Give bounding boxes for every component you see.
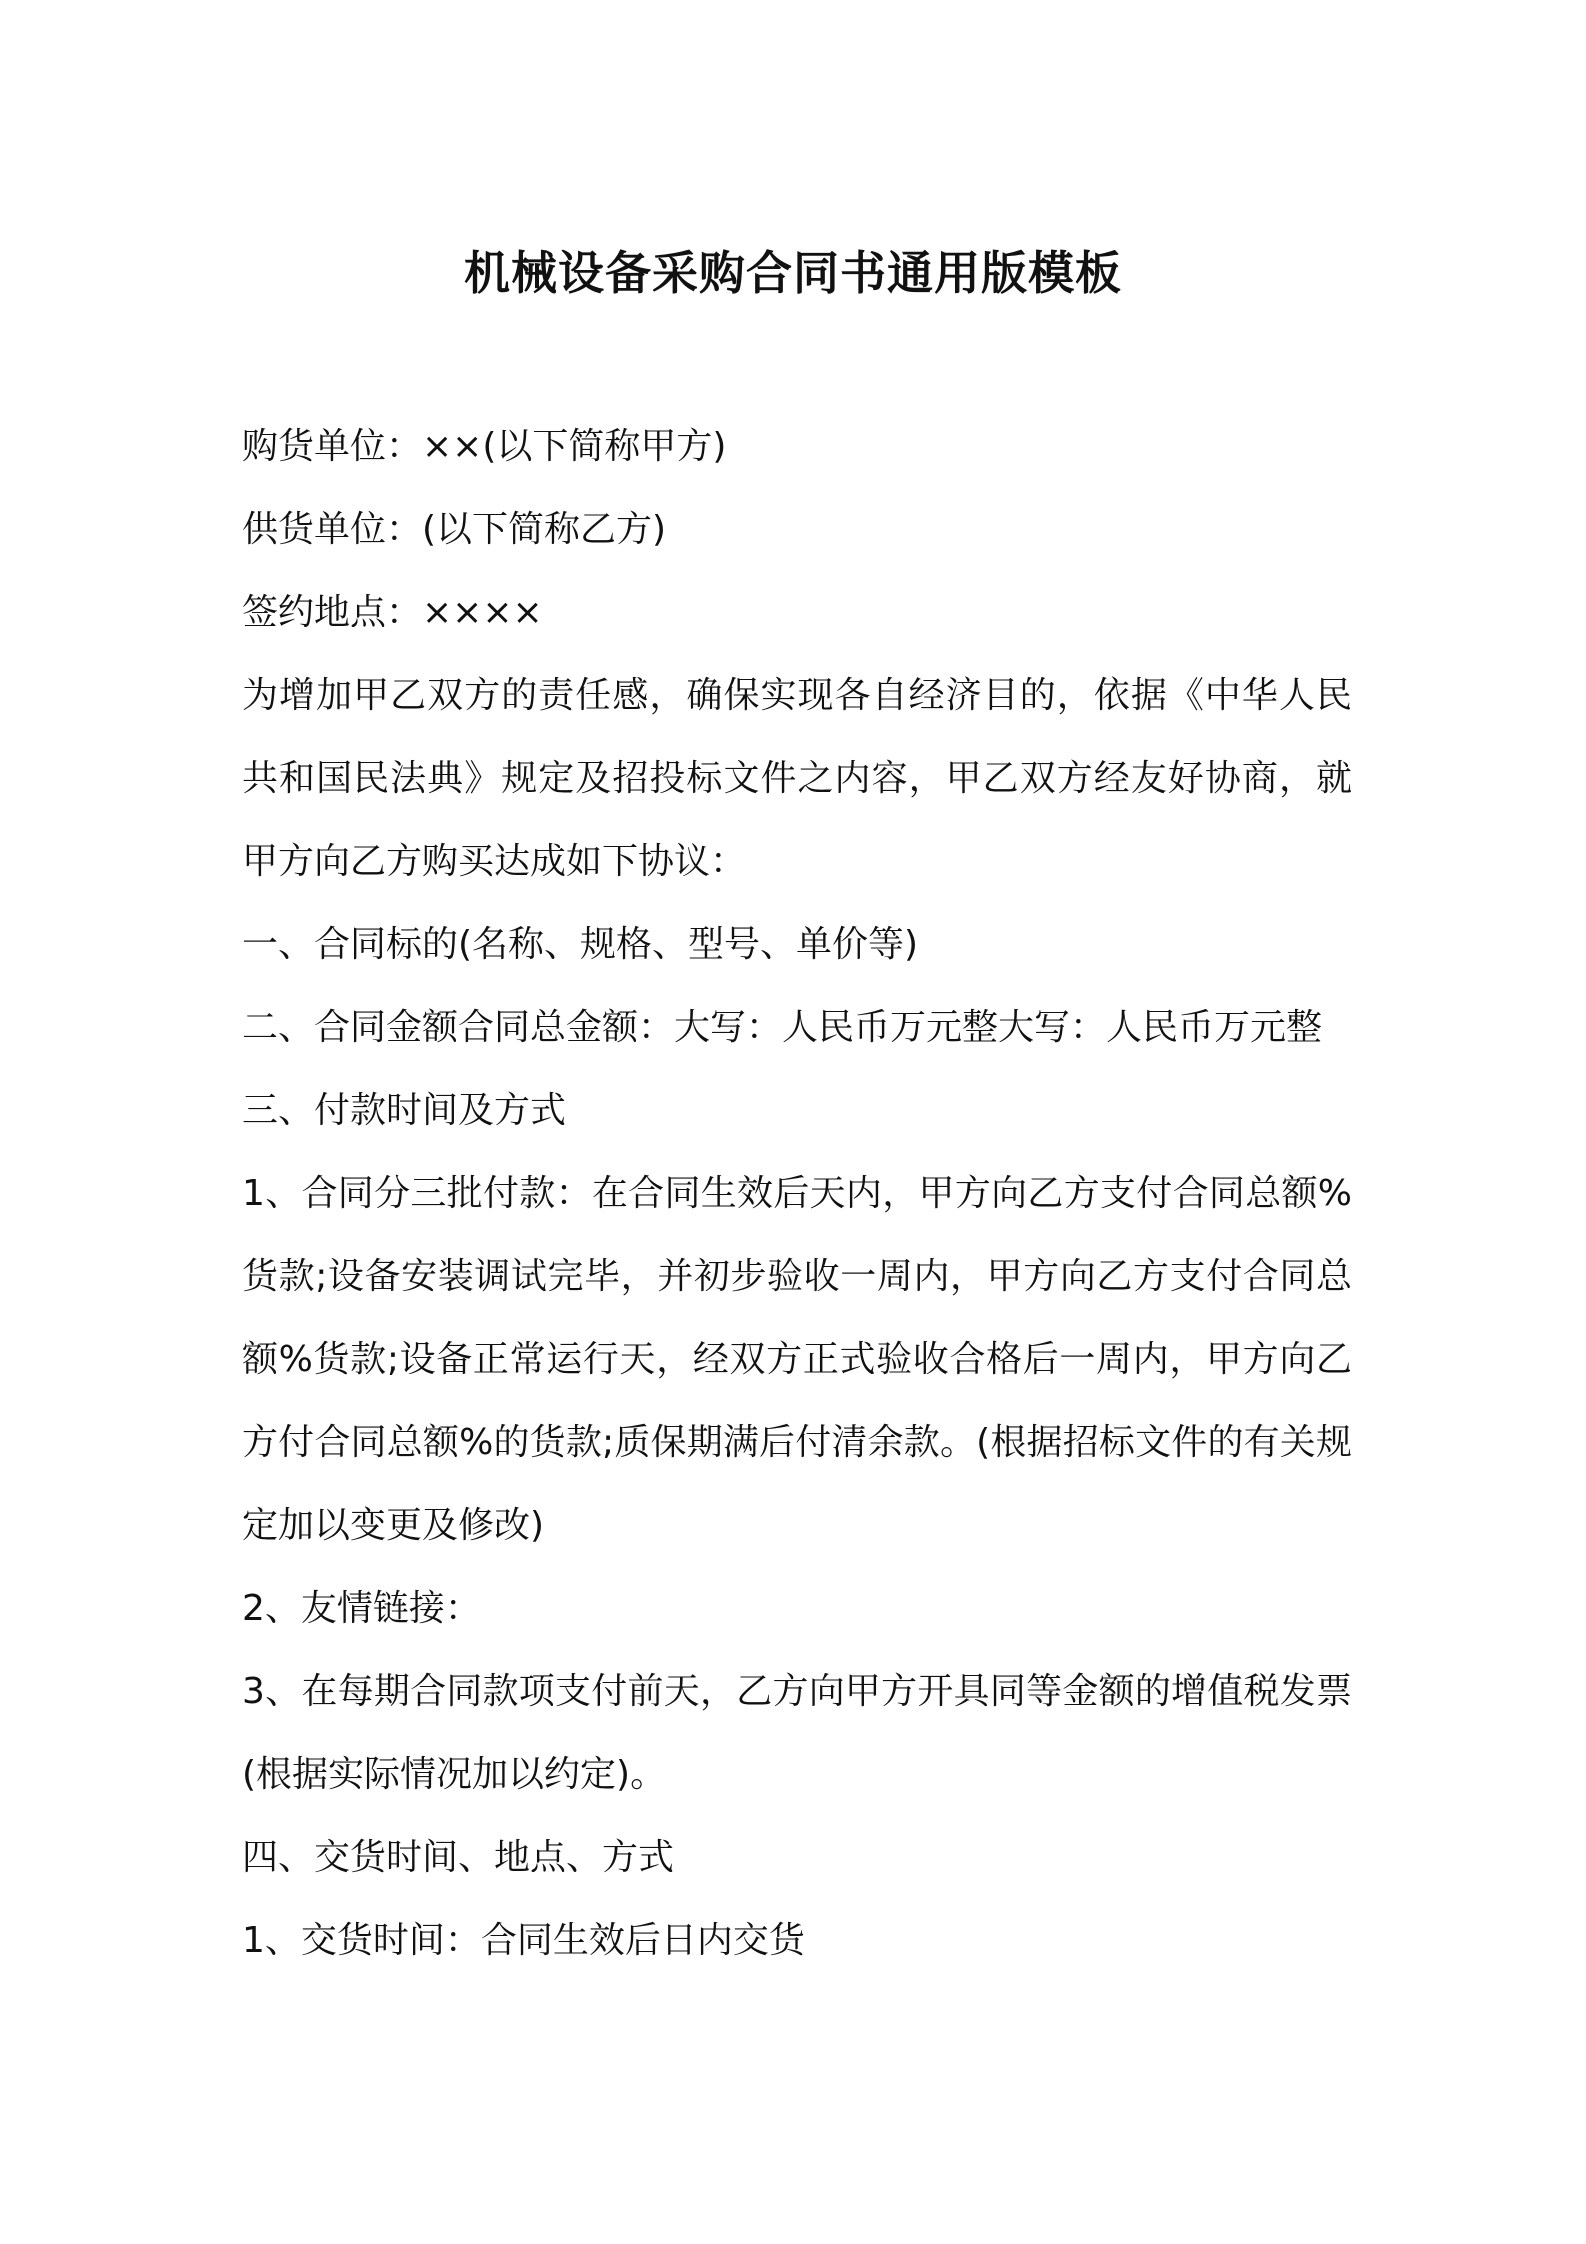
paragraph-preamble: 为增加甲乙双方的责任感，确保实现各自经济目的，依据《中华人民共和国民法典》规定及招投标文件之内容，甲乙双方经友好协商，就甲方向乙方购买达成如下协议： bbox=[242, 675, 1352, 882]
document-body bbox=[242, 405, 1352, 1982]
paragraph-payment-2: 2、友情链接： bbox=[242, 1588, 481, 1629]
section-heading-amount: 二、合同金额合同总金额：大写：人民币万元整大写：人民币万元整 bbox=[242, 1007, 1323, 1048]
paragraph-supplier: 供货单位：(以下简称乙方) bbox=[242, 509, 667, 550]
section-heading-delivery: 四、交货时间、地点、方式 bbox=[242, 1837, 675, 1878]
paragraph-signing-place: 签约地点：×××× bbox=[242, 592, 543, 633]
paragraph-payment-1: 1、合同分三批付款：在合同生效后天内，甲方向乙方支付合同总额%货款;设备安装调试完毕，并初步验收一周内，甲方向乙方支付合同总额%货款;设备正常运行天，经双方正式验收合格后一周内，甲方向乙方付合同总额%的货款;质保期满后付清余款。(根据招标文件的有关规定加以变更及修改) bbox=[242, 1173, 1352, 1546]
section-heading-payment: 三、付款时间及方式 bbox=[242, 1090, 567, 1131]
paragraph-payment-3: 3、在每期合同款项支付前天，乙方向甲方开具同等金额的增值税发票(根据实际情况加以约定)。 bbox=[242, 1671, 1352, 1795]
section-heading-subject: 一、合同标的(名称、规格、型号、单价等) bbox=[242, 924, 919, 965]
paragraph-delivery-1: 1、交货时间：合同生效后日内交货 bbox=[242, 1920, 805, 1961]
document-title: 机械设备采购合同书通用版模板 bbox=[464, 245, 1122, 300]
paragraph-buyer: 购货单位：××(以下简称甲方) bbox=[242, 426, 727, 467]
